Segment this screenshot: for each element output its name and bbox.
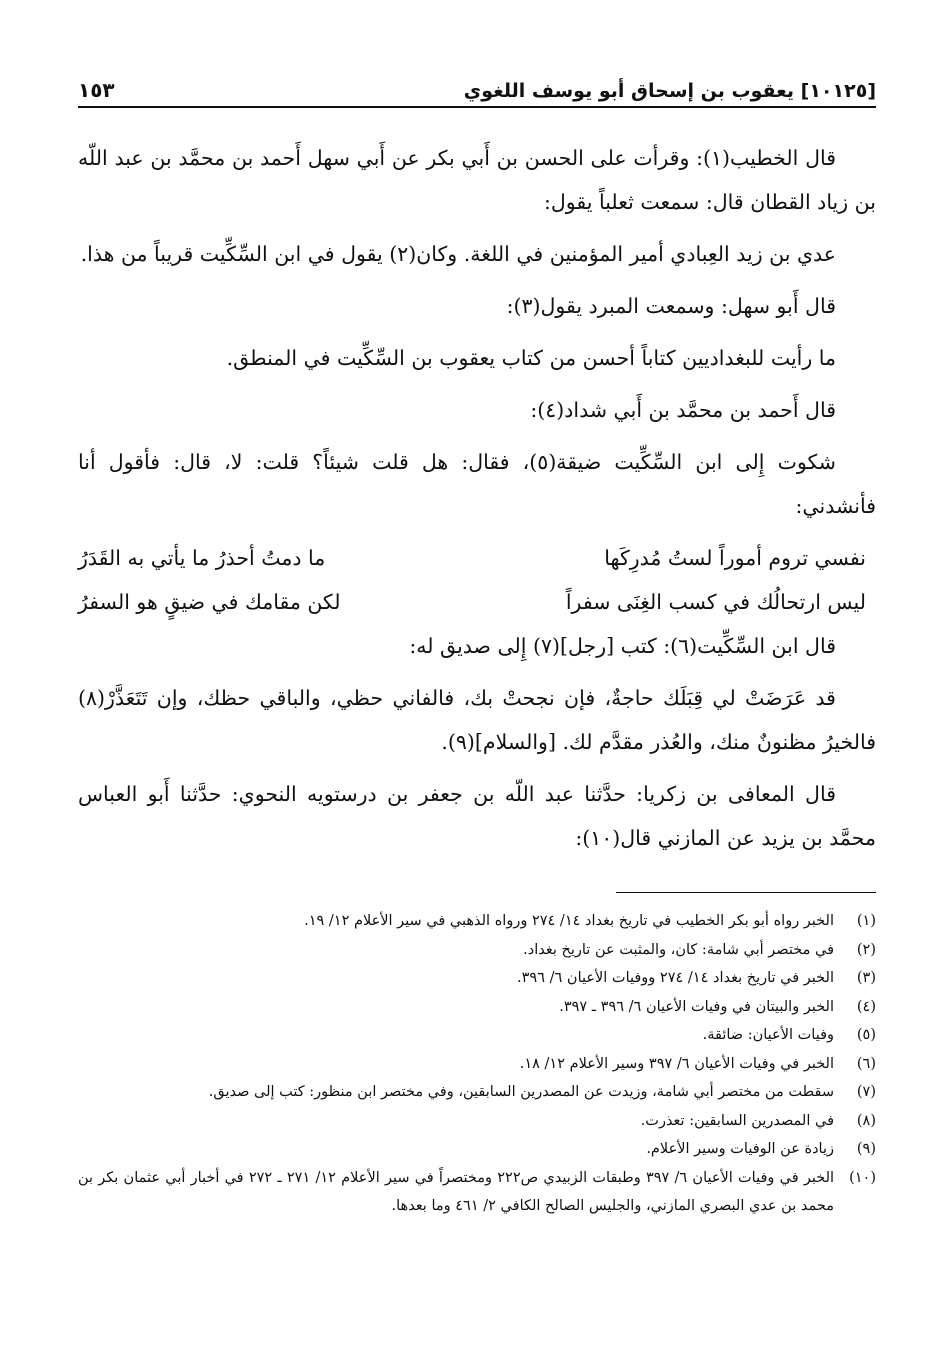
footnote-text: وفيات الأعيان: ضائقة.: [702, 1027, 834, 1043]
footnote: [78, 1078, 876, 1107]
footnote: [78, 936, 876, 965]
footnote-text: الخبر والبيتان في وفيات الأعيان ٦/ ٣٩٦ ـ ٣٩٧.: [559, 998, 834, 1015]
footnote-number: (١): [856, 913, 876, 929]
paragraph: قد عَرَضَتْ لي قِبَلَك حاجةٌ، فإن نجحتْ بك، فالفاني حظي، والباقي حظك، وإن تَتَعَذَّرْ(٨) فالخيرُ مظنونٌ منك، والعُذر مقدَّم لك. [والسلام](٩).: [78, 686, 876, 754]
verse-first-hemistich: نفسي تروم أموراً لستُ مُدرِكَها: [604, 546, 866, 570]
footnote: [78, 1135, 876, 1164]
paragraph: قال أَبو سهل: وسمعت المبرد يقول(٣):: [506, 294, 836, 318]
footnote-number: (٨): [856, 1112, 876, 1129]
paragraph: قال ابن السِّكِّيت(٦): كتب [رجل](٧) إِلى صديق له:: [409, 634, 836, 658]
footnote: [78, 1164, 876, 1221]
verse-second-hemistich: لكن مقامك في ضيقٍ هو السفرُ: [78, 590, 341, 614]
footnote-text: الخبر في تاريخ بغداد ١٤/ ٢٧٤ ووفيات الأعيان ٦/ ٣٩٦.: [517, 970, 834, 986]
footnote-number: (١٠): [849, 1169, 876, 1186]
footnote: [78, 964, 876, 993]
footnotes: [78, 907, 876, 1221]
footnote-text: الخبر في وفيات الأعيان ٦/ ٣٩٧ وطبقات الزبيدي ص٢٢٢ ومختصراً في سير الأعلام ١٢/ ٢٧١ ـ ٢٧٢ في أخبار أبي عثمان بكر بن محمد بن عدي البصري المازني، والجليس الصالح الكافي ٢/ ٤٦١ وما بعدها.: [78, 1169, 835, 1214]
main-text: [78, 136, 876, 860]
footnote: [78, 1050, 876, 1079]
poem-verse: [78, 580, 876, 624]
footnote-number: (٦): [856, 1055, 876, 1072]
paragraph: قال المعافى بن زكريا: حدَّثنا عبد اللّه بن جعفر بن درستويه النحوي: حدَّثنا أَبو العباس محمَّد بن يزيد عن المازني قال(١٠):: [78, 782, 876, 850]
footnote-separator: [616, 892, 876, 893]
paragraph: شكوت إِلى ابن السِّكِّيت ضيقة(٥)، فقال: هل قلت شيئاً؟ قلت: لا، قال: فأقول أنا فأنشدني:: [78, 450, 876, 518]
footnote-text: في مختصر أبي شامة: كان، والمثبت عن تاريخ بغداد.: [523, 941, 834, 958]
footnote-number: (٥): [856, 1027, 876, 1043]
page-number: ١٥٣: [78, 78, 115, 102]
footnote: [78, 1107, 876, 1136]
paragraph: عدي بن زيد العِبادي أمير المؤمنين في اللغة. وكان(٢) يقول في ابن السِّكِّيت قريباً من هذا.: [80, 242, 836, 266]
footnote-number: (٢): [856, 941, 876, 958]
footnote-text: الخبر رواه أبو بكر الخطيب في تاريخ بغداد ١٤/ ٢٧٤ ورواه الذهبي في سير الأعلام ١٢/ ١٩.: [304, 913, 834, 929]
footnote-text: الخبر في وفيات الأعيان ٦/ ٣٩٧ وسير الأعلام ١٢/ ١٨.: [519, 1055, 834, 1072]
footnote-number: (٤): [856, 998, 876, 1015]
footnote-number: (٩): [856, 1141, 876, 1157]
verse-second-hemistich: ما دمتُ أحذرُ ما يأتي به القَدَرُ: [78, 546, 326, 570]
page: [78, 78, 876, 1221]
footnote-text: زيادة عن الوفيات وسير الأعلام.: [646, 1141, 834, 1157]
poem-verse: [78, 536, 876, 580]
paragraph: قال الخطيب(١): وقرأت على الحسن بن أَبي بكر عن أَبي سهل أَحمد بن محمَّد بن عبد اللّه بن زياد القطان قال: سمعت ثعلباً يقول:: [78, 146, 876, 214]
paragraph: ما رأيت للبغداديين كتاباً أحسن من كتاب يعقوب بن السِّكِّيت في المنطق.: [226, 346, 836, 370]
footnote-number: (٧): [856, 1084, 876, 1100]
footnote: [78, 1021, 876, 1050]
paragraph: قال أَحمد بن محمَّد بن أَبي شداد(٤):: [530, 398, 836, 422]
footnote: [78, 993, 876, 1022]
footnote-number: (٣): [856, 970, 876, 986]
footnote-text: في المصدرين السابقين: تعذرت.: [640, 1112, 834, 1129]
footnote: [78, 907, 876, 936]
running-header: [78, 78, 876, 108]
verse-first-hemistich: ليس ارتحالُك في كسب الغِنَى سفراً: [565, 590, 866, 614]
header-title: [١٠١٢٥] يعقوب بن إسحاق أبو يوسف اللغوي: [463, 80, 876, 102]
footnote-text: سقطت من مختصر أبي شامة، وزيدت عن المصدرين السابقين، وفي مختصر ابن منظور: كتب إلى صديق.: [208, 1084, 834, 1100]
